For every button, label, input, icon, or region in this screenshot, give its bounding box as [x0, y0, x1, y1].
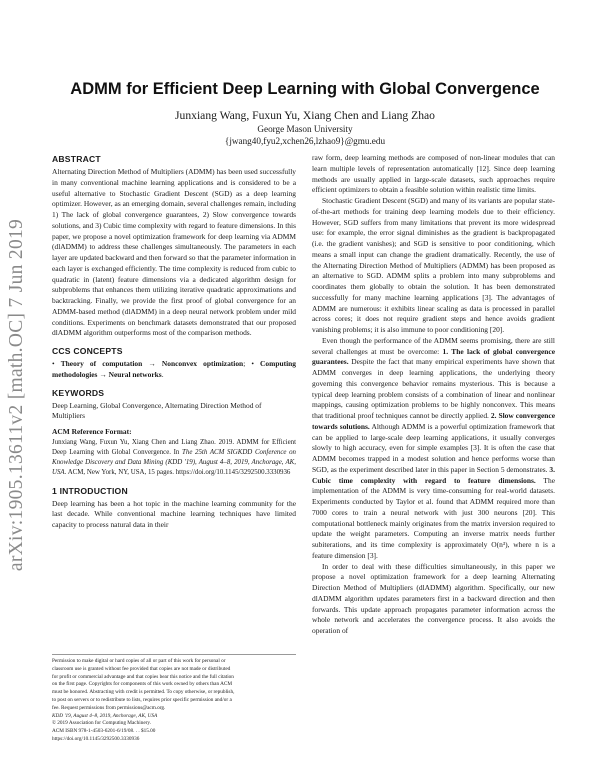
copyright-footnote	[52, 654, 296, 744]
reference-text	[52, 438, 296, 479]
abstract-text: Alternating Direction Method of Multipliers (ADMM) has been used successfully in many conventional machine learning applications and is considered to be a useful alternative to Stochastic Gradient Descent (SGD) as a deep learning optimizer. However, as an emerging domain, several challenges remain, including 1) The lack of global convergence guarantees, 2) Slow convergence towards solutions, and 3) Cubic time complexity with regard to feature dimensions. In this paper, we propose a novel optimization framework for deep learning via ADMM (dlADMM) to address these challenges simultaneously. The parameters in each layer are updated backward and then forward so that the parameter information in each layer is exchanged efficiently. The time complexity is reduced from cubic to quadratic in (latent) feature dimensions via a dedicated algorithm design for subproblems that enhances them utilizing iterative quadratic approximations and backtracking. Finally, we provide the first proof of global convergence for an ADMM-based method (dlADMM) in a deep neural network problem under mild conditions. Experiments on benchmark datasets demonstrated that our proposed dlADMM algorithm outperforms most of the comparison methods.	[52, 167, 296, 338]
paragraph: Stochastic Gradient Descent (SGD) and many of its variants are popular state-of-the-art methods for training deep learning models due to their efficiency. However, SGD suffers from many limitations that prevent its more widespread use: for example, the error signal diminishes as the gradient is backpropagated (i.e. the gradient vanishes); and SGD is sensitive to poor conditioning, which means a small input can change the gradient dramatically. Recently, the use of the Alternating Direction Method of Multipliers (ADMM) has been proposed as an alternative to SGD. ADMM splits a problem into many subproblems and coordinates them globally to obtain the solution. It has been demonstrated successfully for many machine learning applications [3]. The advantages of ADMM are numerous: it exhibits linear scaling as data is processed in parallel across cores; it does not require gradient steps and hence avoids gradient vanishing problems; it is also immune to poor conditioning [20].	[312, 196, 555, 334]
ccs-end: .	[161, 369, 164, 379]
introduction-heading: 1 INTRODUCTION	[52, 485, 128, 496]
footnote-line: ACM ISBN 978-1-4503-6201-6/19/08. . . $15.00	[52, 728, 156, 735]
author-email: {jwang40,fyu2,xchen26,lzhao9}@gmu.edu	[224, 136, 386, 146]
ccs-heading: CCS CONCEPTS	[52, 346, 123, 356]
paragraph: raw form, deep learning methods are composed of non-linear modules that can learn multiple levels of representation automatically [12]. Since deep learning methods are usually applied in large-scale datasets, such approaches require efficient optimizers to obtain a feasible solution within realistic time limits.	[312, 153, 555, 195]
introduction-text: Deep learning has been a hot topic in the machine learning community for the last decade. While conventional machine learning techniques have limited capacity to process natural data in their	[52, 498, 296, 530]
footnote-line: © 2019 Association for Computing Machinery.	[52, 720, 152, 727]
ccs-arrow-1: →	[142, 359, 162, 368]
ccs-item-4: Neural networks	[108, 369, 162, 379]
author-list: Junxiang Wang, Fuxun Yu, Xiang Chen and Liang Zhao	[175, 109, 435, 122]
footnote-line: must be honored. Abstracting with credit is permitted. To copy otherwise, or republish,	[52, 689, 235, 696]
reference-heading: ACM Reference Format:	[52, 427, 132, 436]
ccs-item-3: Computing methodologies	[52, 359, 297, 379]
footnote-line: for profit or commercial advantage and that copies bear this notice and the full citation	[52, 673, 234, 680]
ccs-item-1: Theory of computation	[60, 359, 143, 368]
challenge-1: 1. The lack of global convergence guarantees.	[312, 346, 556, 367]
paper-title: ADMM for Efficient Deep Learning with Global Convergence	[70, 80, 540, 98]
footnote-line: KDD '19, August 4–8, 2019, Anchorage, AK, USA	[52, 712, 158, 719]
challenge-1-text: Despite the fact that many empirical experiments have shown that ADMM converges in deep learning applications, the underlying theory governing this convergence behavior remains mysterious. This is because a typical deep learning problem consists of a combination of linear and nonlinear mappings, causing optimization problems to be highly nonconvex. This means that traditional proof techniques cannot be directly applied.	[312, 357, 555, 420]
abstract-heading: ABSTRACT	[52, 154, 101, 164]
footnote-line: to post on servers or to redistribute to lists, requires prior specific permission and/or a	[52, 696, 232, 703]
keywords-text: Deep Learning, Global Convergence, Alternating Direction Method of Multipliers	[52, 400, 262, 421]
right-column	[312, 153, 555, 637]
footnote-line: on the first page. Copyrights for components of this work owned by others than ACM	[52, 681, 233, 688]
ccs-arrow-2: →	[97, 369, 109, 379]
footnote-line: classroom use is granted without fee provided that copies are not made or distributed	[52, 665, 231, 672]
challenge-3-text: The implementation of the ADMM is very time-consuming for real-world datasets. Experiments conducted by Taylor et al. found that ADMM required more than 7000 cores to train a neural network with just 300 neurons [20]. This computational bottleneck mainly originates from the matrix inversion required to update the weight parameters. Computing an inverse matrix needs further subiterations, and its time complexity is approximately O(n³), where n is a feature dimension [3].	[312, 475, 555, 560]
reference-venue: The 25th ACM SIGKDD Conference on Knowledge Discovery and Data Mining (KDD '19), August 4–8, 2019, Anchorage, AK, USA.	[52, 448, 296, 477]
affiliation: George Mason University	[257, 124, 353, 134]
footnote-line: Permission to make digital or hard copies of all or part of this work for personal or	[52, 658, 226, 664]
challenge-2-text: Although ADMM is a powerful optimization framework that can be applied to large-scale deep learning applications, it usually converges slowly to high accuracy, even for simple examples [3]. It is often the case that ADMM becomes trapped in a modest solution and hence performs worse than SGD, as the experiment described later in this paper in Section 5 demonstrates.	[312, 421, 555, 474]
reference-tail: ACM, New York, NY, USA, 15 pages. https://doi.org/10.1145/3292500.3330936	[66, 469, 291, 477]
arxiv-stamp-text: arXiv:1905.13611v2 [math.OC] 7 Jun 2019	[6, 218, 28, 572]
ccs-item-2: Nonconvex optimization	[161, 359, 244, 368]
challenge-3: 3. Cubic time complexity with regard to feature dimensions.	[312, 464, 555, 485]
footnote-line: https://doi.org/10.1145/3292500.3330936	[52, 735, 140, 742]
keywords-heading: KEYWORDS	[52, 387, 105, 398]
reference-authors: Junxiang Wang, Fuxun Yu, Xiang Chen and Liang Zhao. 2019. ADMM for Efficient Deep Learning with Global Convergence. In	[52, 438, 296, 456]
challenges-paragraph	[312, 336, 555, 562]
ccs-bullet: •	[52, 359, 61, 368]
ccs-separator: ; •	[243, 359, 261, 368]
ccs-concepts	[52, 359, 296, 381]
challenge-2: 2. Slow convergence towards solutions.	[312, 411, 556, 431]
arxiv-stamp	[2, 200, 32, 590]
footnote-line: fee. Request permissions from permissions@acm.org.	[52, 704, 166, 711]
left-column	[52, 153, 296, 531]
paragraph: In order to deal with these difficulties simultaneously, in this paper we propose a novel optimization framework for a deep learning Alternating Direction Method of Multipliers (dlADMM) algorithm. Specifically, our new dlADMM algorithm updates parameters first in a backward direction and then forwards. This update approach propagates parameter information across the whole network and accelerates the convergence process. It also avoids the operation of	[312, 561, 555, 635]
challenges-intro: Even though the performance of the ADMM seems promising, there are still several challenges at must be overcome:	[312, 335, 555, 356]
